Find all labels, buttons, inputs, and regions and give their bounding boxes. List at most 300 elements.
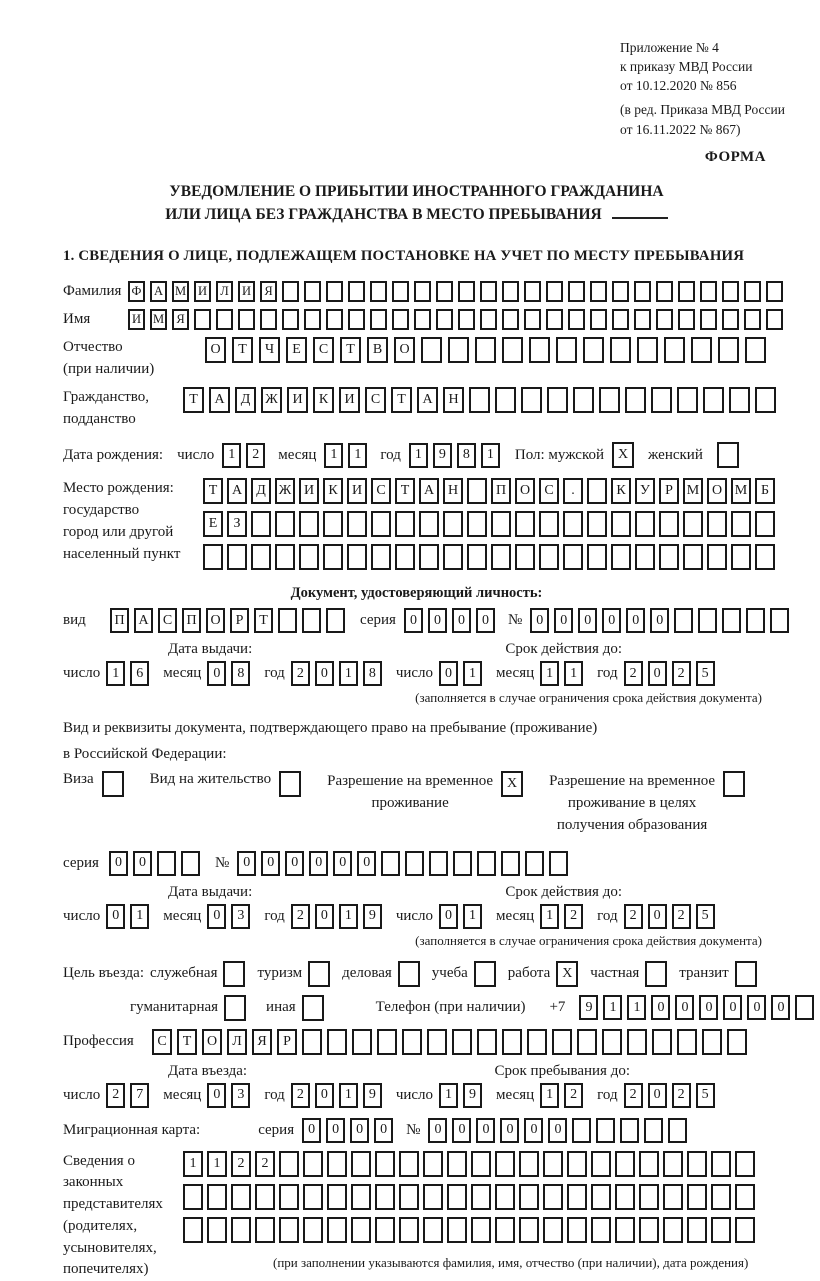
residence-issue-day-cells[interactable] [106, 904, 154, 929]
char-cell[interactable] [458, 281, 475, 302]
char-cell[interactable]: 0 [315, 904, 334, 929]
char-cell[interactable]: 1 [222, 443, 241, 468]
char-cell[interactable]: М [172, 281, 189, 302]
char-cell[interactable]: И [299, 478, 319, 504]
char-cell[interactable]: 2 [255, 1151, 275, 1177]
issue-year-cells[interactable] [291, 661, 387, 686]
char-cell[interactable] [524, 309, 541, 330]
char-cell[interactable] [370, 309, 387, 330]
char-cell[interactable] [477, 851, 496, 876]
char-cell[interactable] [677, 387, 698, 413]
char-cell[interactable] [327, 1184, 347, 1210]
char-cell[interactable] [347, 511, 367, 537]
char-cell[interactable]: 1 [439, 1083, 458, 1108]
char-cell[interactable]: 0 [106, 904, 125, 929]
char-cell[interactable]: 2 [291, 1083, 310, 1108]
char-cell[interactable]: 1 [481, 443, 500, 468]
birth-day-cells[interactable] [222, 443, 270, 468]
purpose-transit-checkbox[interactable] [735, 961, 757, 987]
char-cell[interactable]: 2 [672, 904, 691, 929]
char-cell[interactable] [755, 387, 776, 413]
char-cell[interactable] [612, 281, 629, 302]
char-cell[interactable] [436, 281, 453, 302]
char-cell[interactable] [591, 1217, 611, 1243]
char-cell[interactable]: 9 [363, 904, 382, 929]
char-cell[interactable]: Н [443, 387, 464, 413]
char-cell[interactable] [651, 387, 672, 413]
char-cell[interactable]: И [128, 309, 145, 330]
char-cell[interactable] [634, 309, 651, 330]
char-cell[interactable] [744, 281, 761, 302]
char-cell[interactable]: Н [443, 478, 463, 504]
char-cell[interactable]: X [501, 771, 523, 797]
char-cell[interactable]: 2 [624, 904, 643, 929]
char-cell[interactable]: 1 [603, 995, 622, 1020]
char-cell[interactable] [527, 1029, 547, 1055]
char-cell[interactable]: 2 [246, 443, 265, 468]
char-cell[interactable] [467, 478, 487, 504]
char-cell[interactable]: Л [227, 1029, 247, 1055]
char-cell[interactable]: Я [260, 281, 277, 302]
char-cell[interactable] [687, 1184, 707, 1210]
char-cell[interactable]: 0 [452, 1118, 471, 1143]
char-cell[interactable] [323, 544, 343, 570]
char-cell[interactable] [304, 281, 321, 302]
char-cell[interactable] [620, 1118, 639, 1143]
char-cell[interactable] [596, 1118, 615, 1143]
char-cell[interactable] [238, 309, 255, 330]
char-cell[interactable] [678, 309, 695, 330]
char-cell[interactable] [299, 544, 319, 570]
char-cell[interactable] [591, 1151, 611, 1177]
char-cell[interactable] [414, 281, 431, 302]
char-cell[interactable] [447, 1217, 467, 1243]
char-cell[interactable]: 1 [130, 904, 149, 929]
char-cell[interactable] [663, 1184, 683, 1210]
char-cell[interactable] [453, 851, 472, 876]
char-cell[interactable]: Л [216, 281, 233, 302]
char-cell[interactable] [735, 1217, 755, 1243]
char-cell[interactable]: 0 [554, 608, 573, 633]
char-cell[interactable] [216, 309, 233, 330]
char-cell[interactable]: 1 [540, 904, 559, 929]
char-cell[interactable]: 0 [350, 1118, 369, 1143]
char-cell[interactable] [419, 511, 439, 537]
char-cell[interactable] [399, 1217, 419, 1243]
char-cell[interactable] [645, 961, 667, 987]
char-cell[interactable]: 0 [133, 851, 152, 876]
char-cell[interactable]: 0 [500, 1118, 519, 1143]
char-cell[interactable] [519, 1217, 539, 1243]
temp-residence-checkbox[interactable] [501, 771, 523, 797]
char-cell[interactable] [303, 1184, 323, 1210]
char-cell[interactable]: И [238, 281, 255, 302]
char-cell[interactable]: О [394, 337, 415, 363]
purpose-tourism-checkbox[interactable] [308, 961, 330, 987]
char-cell[interactable] [282, 281, 299, 302]
char-cell[interactable]: Д [235, 387, 256, 413]
char-cell[interactable]: 1 [339, 1083, 358, 1108]
char-cell[interactable] [375, 1217, 395, 1243]
char-cell[interactable]: 2 [291, 904, 310, 929]
char-cell[interactable]: 2 [564, 904, 583, 929]
char-cell[interactable] [590, 309, 607, 330]
char-cell[interactable] [467, 544, 487, 570]
char-cell[interactable] [370, 281, 387, 302]
char-cell[interactable]: 9 [463, 1083, 482, 1108]
char-cell[interactable] [458, 309, 475, 330]
char-cell[interactable] [644, 1118, 663, 1143]
birth-year-cells[interactable] [409, 443, 505, 468]
char-cell[interactable]: Б [755, 478, 775, 504]
char-cell[interactable] [377, 1029, 397, 1055]
char-cell[interactable]: 0 [374, 1118, 393, 1143]
char-cell[interactable] [157, 851, 176, 876]
char-cell[interactable] [448, 337, 469, 363]
title-blank-line[interactable] [612, 203, 668, 219]
char-cell[interactable]: К [611, 478, 631, 504]
char-cell[interactable] [495, 1217, 515, 1243]
char-cell[interactable]: Ж [275, 478, 295, 504]
patronymic-cells[interactable] [205, 337, 772, 363]
char-cell[interactable] [502, 281, 519, 302]
purpose-private-checkbox[interactable] [645, 961, 667, 987]
char-cell[interactable] [419, 544, 439, 570]
char-cell[interactable]: 2 [624, 1083, 643, 1108]
char-cell[interactable] [477, 1029, 497, 1055]
char-cell[interactable]: Р [277, 1029, 297, 1055]
char-cell[interactable]: 0 [452, 608, 471, 633]
char-cell[interactable] [547, 387, 568, 413]
residence-issue-year-cells[interactable] [291, 904, 387, 929]
entry-day-cells[interactable] [106, 1083, 154, 1108]
given-name-cells[interactable] [128, 309, 788, 330]
char-cell[interactable] [260, 309, 277, 330]
char-cell[interactable] [556, 337, 577, 363]
char-cell[interactable] [611, 544, 631, 570]
doc-kind-cells[interactable] [110, 608, 350, 633]
profession-cells[interactable] [152, 1029, 752, 1055]
char-cell[interactable]: 0 [699, 995, 718, 1020]
char-cell[interactable]: П [110, 608, 129, 633]
char-cell[interactable] [687, 1217, 707, 1243]
char-cell[interactable]: 0 [428, 608, 447, 633]
char-cell[interactable] [602, 1029, 622, 1055]
char-cell[interactable]: 3 [231, 904, 250, 929]
char-cell[interactable]: 0 [439, 904, 458, 929]
char-cell[interactable] [663, 1217, 683, 1243]
char-cell[interactable] [304, 309, 321, 330]
char-cell[interactable] [302, 1029, 322, 1055]
char-cell[interactable] [599, 387, 620, 413]
char-cell[interactable] [702, 1029, 722, 1055]
char-cell[interactable] [495, 1184, 515, 1210]
char-cell[interactable] [471, 1217, 491, 1243]
char-cell[interactable] [348, 281, 365, 302]
char-cell[interactable]: 0 [207, 661, 226, 686]
char-cell[interactable]: Ф [128, 281, 145, 302]
char-cell[interactable] [612, 309, 629, 330]
char-cell[interactable]: 0 [548, 1118, 567, 1143]
char-cell[interactable]: 0 [315, 661, 334, 686]
char-cell[interactable] [723, 771, 745, 797]
char-cell[interactable] [375, 1184, 395, 1210]
char-cell[interactable]: 0 [302, 1118, 321, 1143]
char-cell[interactable] [659, 544, 679, 570]
purpose-study-checkbox[interactable] [474, 961, 496, 987]
char-cell[interactable] [326, 608, 345, 633]
char-cell[interactable] [546, 281, 563, 302]
char-cell[interactable] [637, 337, 658, 363]
char-cell[interactable]: А [150, 281, 167, 302]
char-cell[interactable] [717, 442, 739, 468]
mc-series-cells[interactable] [302, 1118, 398, 1143]
char-cell[interactable]: Е [203, 511, 223, 537]
char-cell[interactable] [731, 511, 751, 537]
char-cell[interactable]: К [323, 478, 343, 504]
char-cell[interactable]: Ч [259, 337, 280, 363]
birth-place-cells-row-1[interactable] [203, 478, 779, 504]
entry-year-cells[interactable] [291, 1083, 387, 1108]
char-cell[interactable] [744, 309, 761, 330]
char-cell[interactable]: О [206, 608, 225, 633]
char-cell[interactable] [552, 1029, 572, 1055]
purpose-humanitarian-checkbox[interactable] [224, 995, 246, 1021]
char-cell[interactable] [183, 1184, 203, 1210]
char-cell[interactable] [735, 1151, 755, 1177]
stay-day-cells[interactable] [439, 1083, 487, 1108]
char-cell[interactable] [678, 281, 695, 302]
char-cell[interactable] [491, 511, 511, 537]
char-cell[interactable]: Т [395, 478, 415, 504]
valid-year-cells[interactable] [624, 661, 720, 686]
char-cell[interactable] [480, 281, 497, 302]
char-cell[interactable]: 1 [463, 661, 482, 686]
residence-permit-checkbox[interactable] [279, 771, 301, 797]
char-cell[interactable] [495, 1151, 515, 1177]
char-cell[interactable] [381, 851, 400, 876]
char-cell[interactable] [502, 337, 523, 363]
birth-place-cells-row-3[interactable] [203, 544, 779, 570]
char-cell[interactable]: 1 [564, 661, 583, 686]
char-cell[interactable] [639, 1151, 659, 1177]
char-cell[interactable] [347, 544, 367, 570]
char-cell[interactable]: О [515, 478, 535, 504]
char-cell[interactable] [352, 1029, 372, 1055]
char-cell[interactable] [194, 309, 211, 330]
char-cell[interactable]: 0 [650, 608, 669, 633]
char-cell[interactable]: К [313, 387, 334, 413]
char-cell[interactable]: 1 [339, 904, 358, 929]
char-cell[interactable] [251, 511, 271, 537]
stay-year-cells[interactable] [624, 1083, 720, 1108]
sex-male-checkbox[interactable] [612, 442, 634, 468]
char-cell[interactable]: X [556, 961, 578, 987]
char-cell[interactable] [525, 851, 544, 876]
char-cell[interactable] [668, 1118, 687, 1143]
char-cell[interactable] [480, 309, 497, 330]
char-cell[interactable] [563, 544, 583, 570]
char-cell[interactable] [326, 281, 343, 302]
char-cell[interactable] [395, 544, 415, 570]
char-cell[interactable]: Д [251, 478, 271, 504]
char-cell[interactable] [591, 1184, 611, 1210]
char-cell[interactable] [634, 281, 651, 302]
char-cell[interactable]: 9 [433, 443, 452, 468]
char-cell[interactable]: 0 [771, 995, 790, 1020]
char-cell[interactable] [700, 281, 717, 302]
char-cell[interactable] [722, 309, 739, 330]
char-cell[interactable] [755, 544, 775, 570]
char-cell[interactable] [371, 544, 391, 570]
char-cell[interactable]: 9 [363, 1083, 382, 1108]
char-cell[interactable] [467, 511, 487, 537]
char-cell[interactable] [731, 544, 751, 570]
char-cell[interactable] [707, 544, 727, 570]
char-cell[interactable]: 0 [626, 608, 645, 633]
char-cell[interactable]: 0 [648, 661, 667, 686]
char-cell[interactable] [429, 851, 448, 876]
char-cell[interactable]: М [150, 309, 167, 330]
char-cell[interactable]: 0 [404, 608, 423, 633]
char-cell[interactable] [539, 544, 559, 570]
char-cell[interactable] [348, 309, 365, 330]
char-cell[interactable] [327, 1217, 347, 1243]
char-cell[interactable]: И [347, 478, 367, 504]
purpose-official-checkbox[interactable] [223, 961, 245, 987]
surname-cells[interactable] [128, 281, 788, 302]
char-cell[interactable] [447, 1184, 467, 1210]
char-cell[interactable]: Т [183, 387, 204, 413]
char-cell[interactable] [674, 608, 693, 633]
char-cell[interactable] [181, 851, 200, 876]
char-cell[interactable]: С [158, 608, 177, 633]
char-cell[interactable] [543, 1217, 563, 1243]
char-cell[interactable] [327, 1151, 347, 1177]
char-cell[interactable]: 8 [231, 661, 250, 686]
char-cell[interactable] [543, 1151, 563, 1177]
char-cell[interactable]: 2 [106, 1083, 125, 1108]
char-cell[interactable] [414, 309, 431, 330]
char-cell[interactable]: Т [177, 1029, 197, 1055]
char-cell[interactable]: 1 [183, 1151, 203, 1177]
char-cell[interactable] [183, 1217, 203, 1243]
char-cell[interactable]: А [419, 478, 439, 504]
char-cell[interactable] [635, 511, 655, 537]
char-cell[interactable] [392, 309, 409, 330]
char-cell[interactable] [700, 309, 717, 330]
char-cell[interactable] [443, 511, 463, 537]
char-cell[interactable]: О [202, 1029, 222, 1055]
char-cell[interactable]: А [417, 387, 438, 413]
char-cell[interactable] [423, 1184, 443, 1210]
char-cell[interactable]: 7 [130, 1083, 149, 1108]
sex-female-checkbox[interactable] [717, 442, 739, 468]
char-cell[interactable]: Т [232, 337, 253, 363]
char-cell[interactable] [735, 961, 757, 987]
char-cell[interactable] [491, 544, 511, 570]
char-cell[interactable] [610, 337, 631, 363]
char-cell[interactable]: 1 [627, 995, 646, 1020]
char-cell[interactable]: 2 [291, 661, 310, 686]
char-cell[interactable] [656, 281, 673, 302]
char-cell[interactable] [436, 309, 453, 330]
char-cell[interactable]: С [313, 337, 334, 363]
char-cell[interactable]: Ж [261, 387, 282, 413]
char-cell[interactable] [299, 511, 319, 537]
char-cell[interactable]: 0 [524, 1118, 543, 1143]
char-cell[interactable] [627, 1029, 647, 1055]
char-cell[interactable]: В [367, 337, 388, 363]
char-cell[interactable]: 8 [363, 661, 382, 686]
char-cell[interactable]: А [209, 387, 230, 413]
residence-valid-month-cells[interactable] [540, 904, 588, 929]
phone-cells[interactable] [579, 995, 819, 1020]
char-cell[interactable]: С [365, 387, 386, 413]
char-cell[interactable]: М [683, 478, 703, 504]
char-cell[interactable] [543, 1184, 563, 1210]
char-cell[interactable]: 0 [207, 904, 226, 929]
char-cell[interactable] [308, 961, 330, 987]
citizenship-cells[interactable] [183, 387, 781, 413]
char-cell[interactable]: 0 [530, 608, 549, 633]
char-cell[interactable] [711, 1151, 731, 1177]
char-cell[interactable] [652, 1029, 672, 1055]
char-cell[interactable] [231, 1184, 251, 1210]
issue-day-cells[interactable] [106, 661, 154, 686]
char-cell[interactable]: 0 [476, 608, 495, 633]
valid-month-cells[interactable] [540, 661, 588, 686]
char-cell[interactable]: С [152, 1029, 172, 1055]
char-cell[interactable] [583, 337, 604, 363]
char-cell[interactable] [577, 1029, 597, 1055]
char-cell[interactable] [327, 1029, 347, 1055]
char-cell[interactable]: 5 [696, 904, 715, 929]
char-cell[interactable] [703, 387, 724, 413]
representatives-cells-row-1[interactable] [183, 1151, 759, 1177]
char-cell[interactable]: 1 [207, 1151, 227, 1177]
temp-residence-edu-checkbox[interactable] [723, 771, 745, 797]
char-cell[interactable]: Т [254, 608, 273, 633]
char-cell[interactable] [323, 511, 343, 537]
char-cell[interactable] [766, 309, 783, 330]
char-cell[interactable] [395, 511, 415, 537]
char-cell[interactable]: 2 [564, 1083, 583, 1108]
char-cell[interactable]: Р [659, 478, 679, 504]
char-cell[interactable] [587, 544, 607, 570]
char-cell[interactable]: Я [252, 1029, 272, 1055]
char-cell[interactable]: И [194, 281, 211, 302]
char-cell[interactable] [625, 387, 646, 413]
char-cell[interactable] [722, 281, 739, 302]
char-cell[interactable]: 0 [648, 904, 667, 929]
char-cell[interactable] [351, 1184, 371, 1210]
char-cell[interactable] [279, 1151, 299, 1177]
char-cell[interactable]: Я [172, 309, 189, 330]
char-cell[interactable] [326, 309, 343, 330]
char-cell[interactable] [735, 1184, 755, 1210]
char-cell[interactable]: 1 [540, 1083, 559, 1108]
char-cell[interactable] [519, 1151, 539, 1177]
char-cell[interactable] [659, 511, 679, 537]
char-cell[interactable]: 0 [651, 995, 670, 1020]
char-cell[interactable] [687, 1151, 707, 1177]
char-cell[interactable] [521, 387, 542, 413]
char-cell[interactable] [302, 995, 324, 1021]
char-cell[interactable]: 1 [348, 443, 367, 468]
char-cell[interactable]: 0 [723, 995, 742, 1020]
char-cell[interactable]: 2 [624, 661, 643, 686]
